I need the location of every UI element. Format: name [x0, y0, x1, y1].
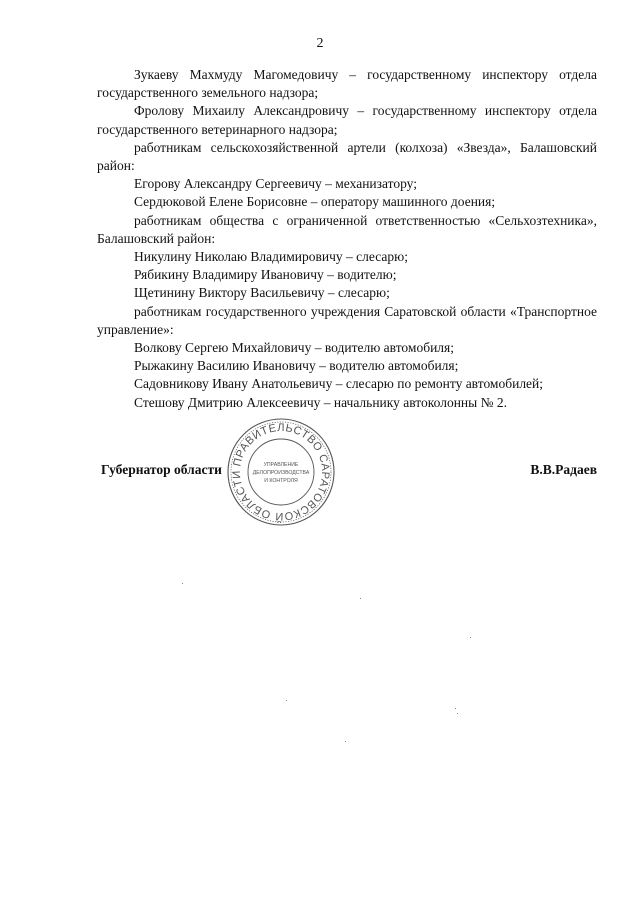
- paragraph-egorov: Егорову Александру Сергеевичу – механизатору;: [134, 176, 417, 192]
- paragraph-transport-upravlenie: работникам государственного учреждения Саратовской области «Транспортное управление»:: [97, 303, 597, 337]
- seal-ring-text: ПРАВИТЕЛЬСТВО САРАТОВСКОЙ ОБЛАСТИ: [230, 421, 332, 523]
- paragraph-zukaev: Зукаеву Махмуду Магомедовичу – государственному инспектору отдела государственного земельного надзора;: [97, 67, 597, 101]
- scan-speck: [182, 583, 183, 584]
- scan-speck: [286, 700, 287, 701]
- paragraph-serdyukova: Сердюковой Елене Борисовне – оператору машинного доения;: [134, 194, 496, 210]
- document-body: [97, 66, 597, 412]
- paragraph-nikulin: Никулину Николаю Владимировичу – слесарю;: [134, 249, 408, 265]
- signatory-name: В.В.Радаев: [530, 462, 597, 477]
- paragraph-ryabikin: Рябикину Владимиру Ивановичу – водителю;: [134, 267, 397, 283]
- paragraph-shchetinin: Щетинину Виктору Васильевичу – слесарю;: [134, 285, 390, 301]
- paragraph-artel-zvezda: работникам сельскохозяйственной артели (колхоза) «Звезда», Балашовский район:: [97, 139, 597, 174]
- scan-speck: [360, 598, 361, 599]
- scan-speck: [455, 708, 456, 709]
- paragraph-frolov: Фролову Михаилу Александровичу – государственному инспектору отдела государственного ветеринарного надзора;: [97, 103, 597, 137]
- paragraph-sadovnikov: Садовникову Ивану Анатольевичу – слесарю по ремонту автомобилей;: [134, 376, 544, 392]
- scan-speck: [470, 637, 471, 638]
- scan-speck: [457, 713, 458, 714]
- signatory-title: Губернатор области: [101, 462, 222, 477]
- seal-center-line-2: ДЕЛОПРОИЗВОДСТВА: [252, 470, 310, 476]
- page-number: 2: [316, 36, 324, 51]
- official-seal-stamp: [225, 416, 337, 528]
- paragraph-volkov: Волкову Сергею Михайловичу – водителю автомобиля;: [134, 340, 454, 356]
- seal-center-line-1: УПРАВЛЕНИЕ: [263, 462, 299, 468]
- paragraph-ryzhakin: Рыжакину Василию Ивановичу – водителю автомобиля;: [134, 358, 459, 374]
- signature-block: [97, 462, 597, 482]
- scan-speck: [345, 741, 346, 742]
- seal-center-line-3: И КОНТРОЛЯ: [264, 478, 298, 484]
- paragraph-selkhoztekhnika: работникам общества с ограниченной ответственностью «Сельхозтехника», Балашовский район:: [97, 212, 597, 246]
- paragraph-steshov: Стешову Дмитрию Алексеевичу – начальнику автоколонны № 2.: [134, 394, 507, 410]
